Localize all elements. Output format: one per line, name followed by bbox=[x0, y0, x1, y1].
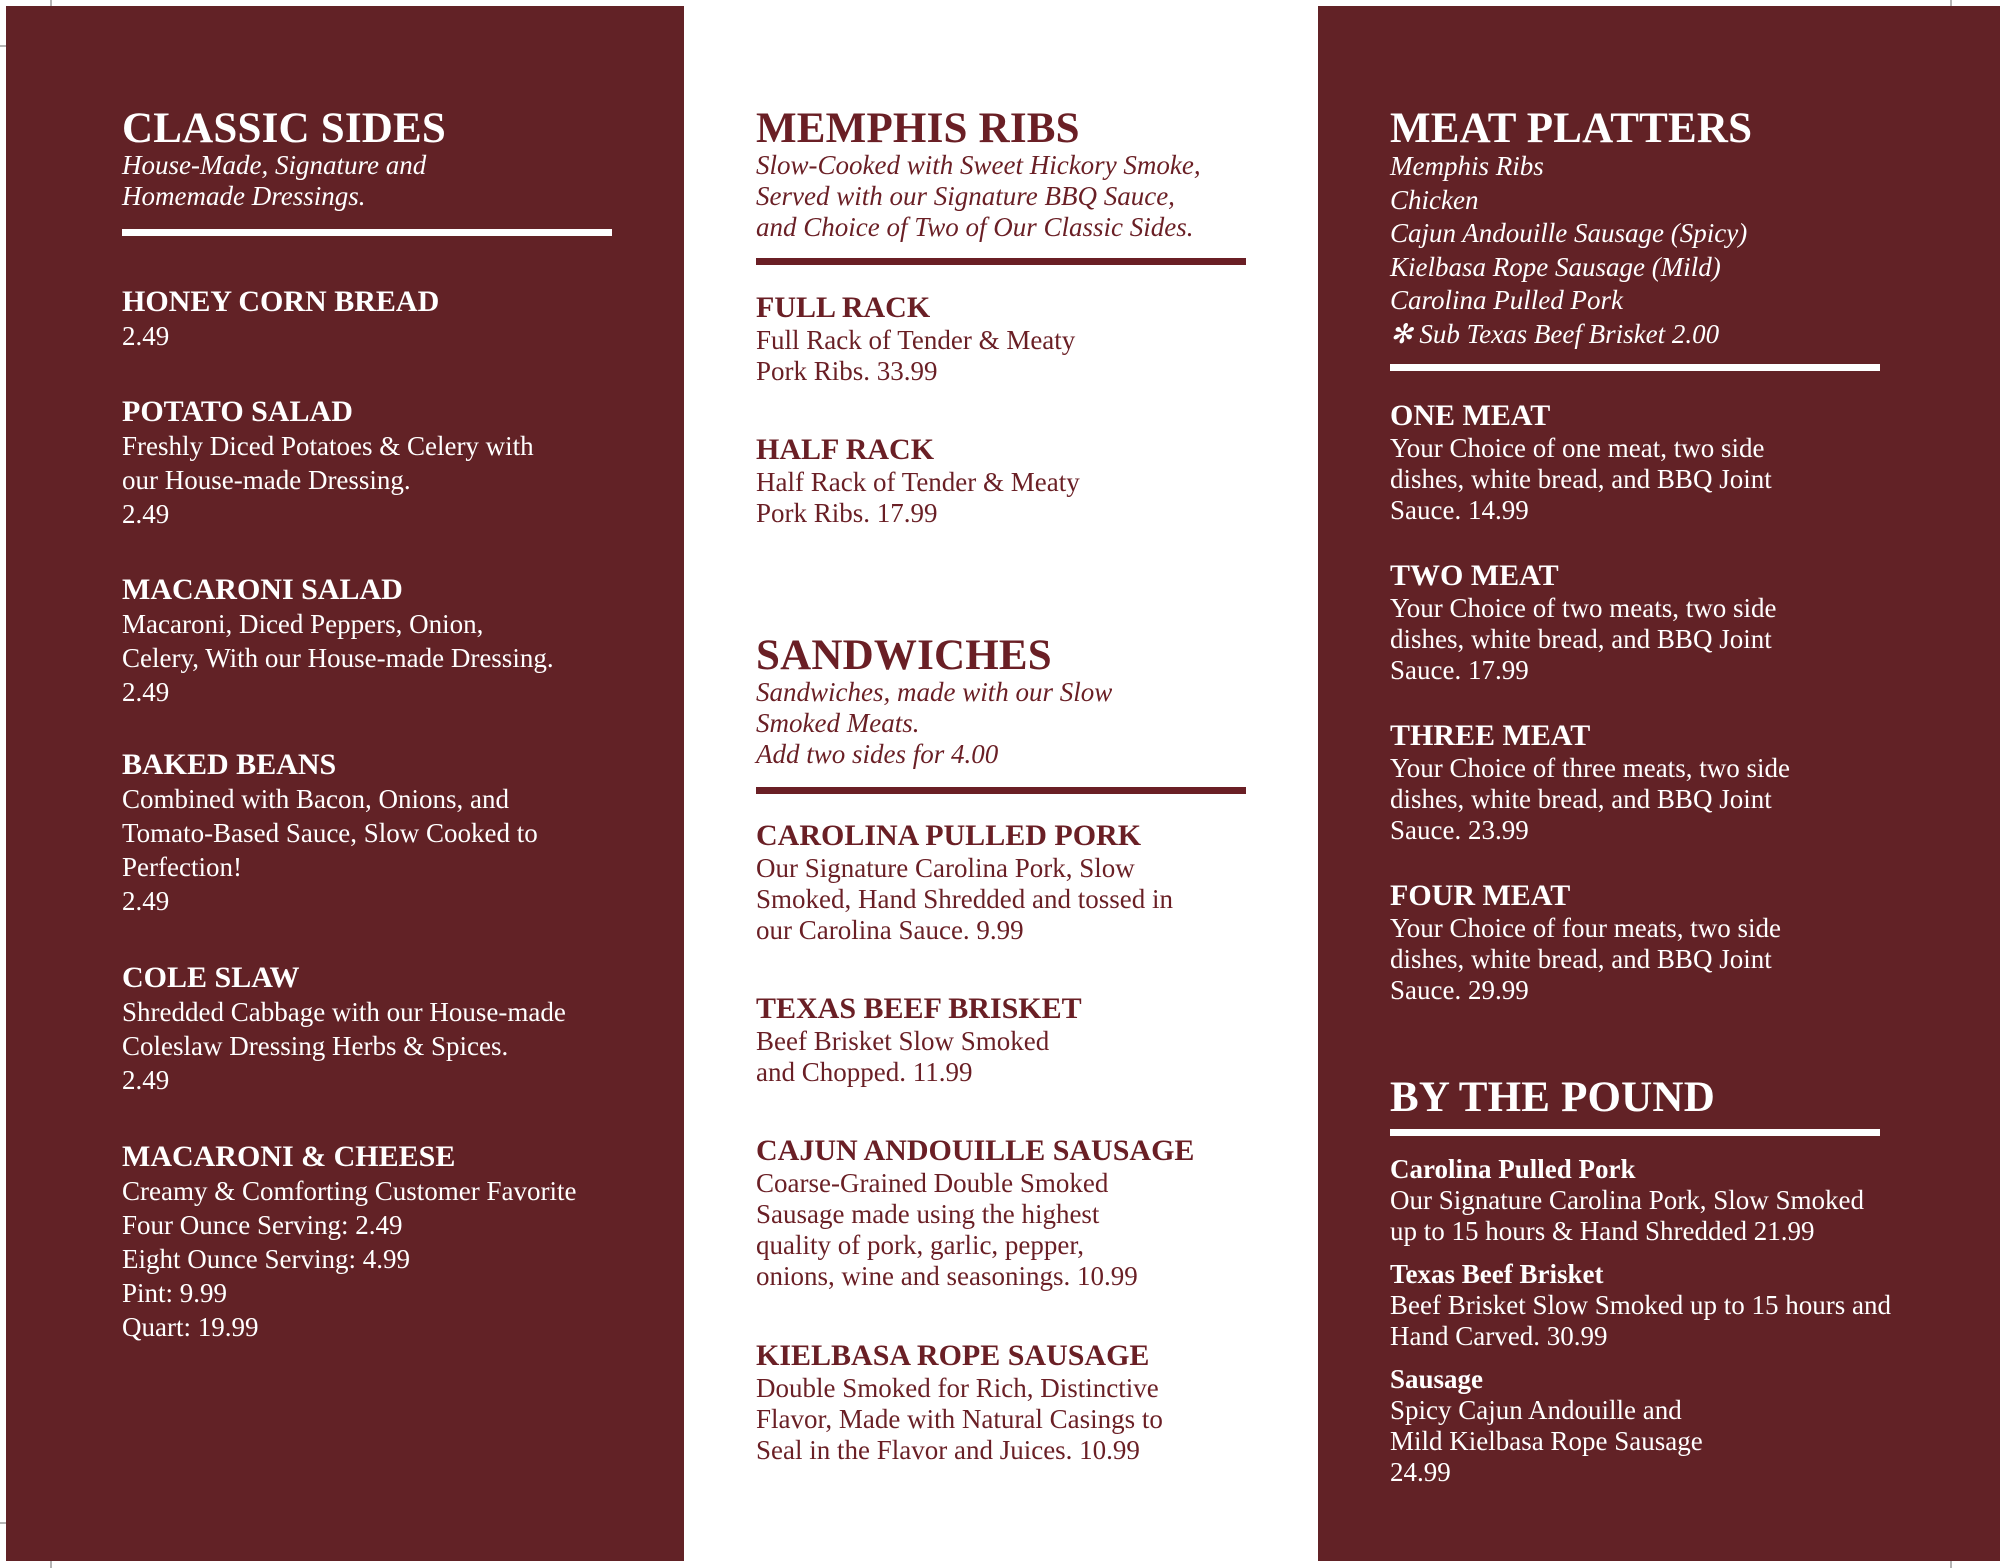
item-name: Carolina Pulled Pork bbox=[1390, 1154, 1636, 1184]
memphis-ribs-header bbox=[756, 107, 1201, 243]
item-name: TEXAS BEEF BRISKET bbox=[756, 992, 1082, 1025]
menu-item bbox=[122, 1140, 576, 1344]
divider bbox=[756, 258, 1246, 265]
pound-item bbox=[1390, 1364, 1703, 1488]
meat-platters-header bbox=[1390, 107, 1752, 351]
item-desc: Combined with Bacon, Onions, and Tomato-Based Sauce, Slow Cooked to Perfection! 2.49 bbox=[122, 784, 538, 916]
menu-item bbox=[122, 285, 439, 353]
platter-option: Carolina Pulled Pork bbox=[1390, 285, 1623, 315]
item-desc: Full Rack of Tender & Meaty Pork Ribs. 33.99 bbox=[756, 325, 1076, 386]
item-desc: Half Rack of Tender & Meaty Pork Ribs. 17.99 bbox=[756, 467, 1080, 528]
section-subtitle: Slow-Cooked with Sweet Hickory Smoke, Served with our Signature BBQ Sauce, and Choice of Two of Our Classic Sides. bbox=[756, 150, 1201, 242]
pound-item bbox=[1390, 1154, 1864, 1247]
menu-item bbox=[756, 433, 1080, 529]
item-name: ONE MEAT bbox=[1390, 399, 1551, 432]
item-desc: Our Signature Carolina Pork, Slow Smoked up to 15 hours & Hand Shredded 21.99 bbox=[1390, 1185, 1864, 1246]
menu-item bbox=[1390, 559, 1776, 686]
item-desc: Freshly Diced Potatoes & Celery with our House-made Dressing. 2.49 bbox=[122, 431, 534, 529]
item-desc: Your Choice of two meats, two side dishes, white bread, and BBQ Joint Sauce. 17.99 bbox=[1390, 593, 1777, 685]
item-name: CAROLINA PULLED PORK bbox=[756, 819, 1142, 852]
item-desc: Beef Brisket Slow Smoked up to 15 hours and Hand Carved. 30.99 bbox=[1390, 1290, 1891, 1351]
platter-option-note: ✻ Sub Texas Beef Brisket 2.00 bbox=[1390, 318, 1720, 349]
item-name: POTATO SALAD bbox=[122, 395, 353, 428]
item-name: COLE SLAW bbox=[122, 961, 300, 994]
section-title: MEMPHIS RIBS bbox=[756, 105, 1080, 152]
platter-option: Cajun Andouille Sausage (Spicy) bbox=[1390, 218, 1748, 248]
item-desc: Our Signature Carolina Pork, Slow Smoked, Hand Shredded and tossed in our Carolina Sauce. 9.99 bbox=[756, 853, 1173, 945]
platters-pound-panel bbox=[1318, 6, 2000, 1561]
item-name: FOUR MEAT bbox=[1390, 879, 1571, 912]
item-name: Texas Beef Brisket bbox=[1390, 1259, 1604, 1289]
item-name: BAKED BEANS bbox=[122, 748, 337, 781]
menu-item bbox=[756, 1339, 1163, 1466]
item-desc: 2.49 bbox=[122, 321, 170, 351]
divider bbox=[756, 787, 1246, 794]
menu-item bbox=[122, 573, 554, 709]
item-desc: Coarse-Grained Double Smoked Sausage made using the highest quality of pork, garlic, pepper, onions, wine and seasonings. 10.99 bbox=[756, 1168, 1138, 1291]
classic-sides-header bbox=[122, 107, 446, 212]
section-title: SANDWICHES bbox=[756, 632, 1052, 679]
item-name: THREE MEAT bbox=[1390, 719, 1591, 752]
item-name: FULL RACK bbox=[756, 291, 931, 324]
classic-sides-panel bbox=[6, 6, 684, 1561]
item-desc: Your Choice of one meat, two side dishes, white bread, and BBQ Joint Sauce. 14.99 bbox=[1390, 433, 1772, 525]
divider bbox=[1390, 1129, 1880, 1136]
by-the-pound-header bbox=[1390, 1076, 1715, 1119]
sandwiches-header bbox=[756, 634, 1112, 770]
item-name: CAJUN ANDOUILLE SAUSAGE bbox=[756, 1134, 1195, 1167]
item-name: MACARONI SALAD bbox=[122, 573, 403, 606]
item-name: TWO MEAT bbox=[1390, 559, 1559, 592]
menu-item bbox=[756, 992, 1082, 1088]
item-name: KIELBASA ROPE SAUSAGE bbox=[756, 1339, 1150, 1372]
item-name: HALF RACK bbox=[756, 433, 935, 466]
menu-item bbox=[756, 819, 1173, 946]
platter-options-list bbox=[1390, 150, 1752, 351]
section-subtitle: Sandwiches, made with our Slow Smoked Meats. Add two sides for 4.00 bbox=[756, 677, 1113, 769]
item-desc: Your Choice of three meats, two side dishes, white bread, and BBQ Joint Sauce. 23.99 bbox=[1390, 753, 1790, 845]
item-desc: Spicy Cajun Andouille and Mild Kielbasa Rope Sausage 24.99 bbox=[1390, 1395, 1703, 1487]
platter-option: Memphis Ribs bbox=[1390, 151, 1544, 181]
menu-item bbox=[1390, 879, 1781, 1006]
menu-item bbox=[756, 1134, 1194, 1292]
menu-item bbox=[122, 748, 538, 918]
item-name: Sausage bbox=[1390, 1364, 1484, 1394]
item-name: MACARONI & CHEESE bbox=[122, 1140, 456, 1173]
item-desc: Your Choice of four meats, two side dishes, white bread, and BBQ Joint Sauce. 29.99 bbox=[1390, 913, 1781, 1005]
section-title: MEAT PLATTERS bbox=[1390, 105, 1753, 152]
platter-option: Kielbasa Rope Sausage (Mild) bbox=[1390, 251, 1721, 282]
ribs-sandwiches-panel bbox=[684, 6, 1318, 1561]
section-title: CLASSIC SIDES bbox=[122, 105, 447, 152]
menu-item bbox=[1390, 719, 1790, 846]
menu-item bbox=[1390, 399, 1772, 526]
item-desc: Shredded Cabbage with our House-made Coleslaw Dressing Herbs & Spices. 2.49 bbox=[122, 997, 566, 1095]
item-desc: Creamy & Comforting Customer Favorite Four Ounce Serving: 2.49 Eight Ounce Serving: 4.99 Pint: 9.99 Quart: 19.99 bbox=[122, 1176, 577, 1342]
menu-item bbox=[122, 395, 534, 531]
section-subtitle: House-Made, Signature and Homemade Dressings. bbox=[122, 150, 427, 211]
menu-item bbox=[122, 961, 566, 1097]
divider bbox=[122, 229, 612, 236]
platter-option: Chicken bbox=[1390, 184, 1479, 215]
item-desc: Beef Brisket Slow Smoked and Chopped. 11.99 bbox=[756, 1026, 1050, 1087]
menu-item bbox=[756, 291, 1075, 387]
item-desc: Double Smoked for Rich, Distinctive Flavor, Made with Natural Casings to Seal in the Flavor and Juices. 10.99 bbox=[756, 1373, 1163, 1465]
pound-item bbox=[1390, 1259, 1891, 1352]
item-desc: Macaroni, Diced Peppers, Onion, Celery, With our House-made Dressing. 2.49 bbox=[122, 609, 554, 707]
section-title: BY THE POUND bbox=[1390, 1074, 1715, 1121]
divider bbox=[1390, 364, 1880, 371]
item-name: HONEY CORN BREAD bbox=[122, 285, 440, 318]
